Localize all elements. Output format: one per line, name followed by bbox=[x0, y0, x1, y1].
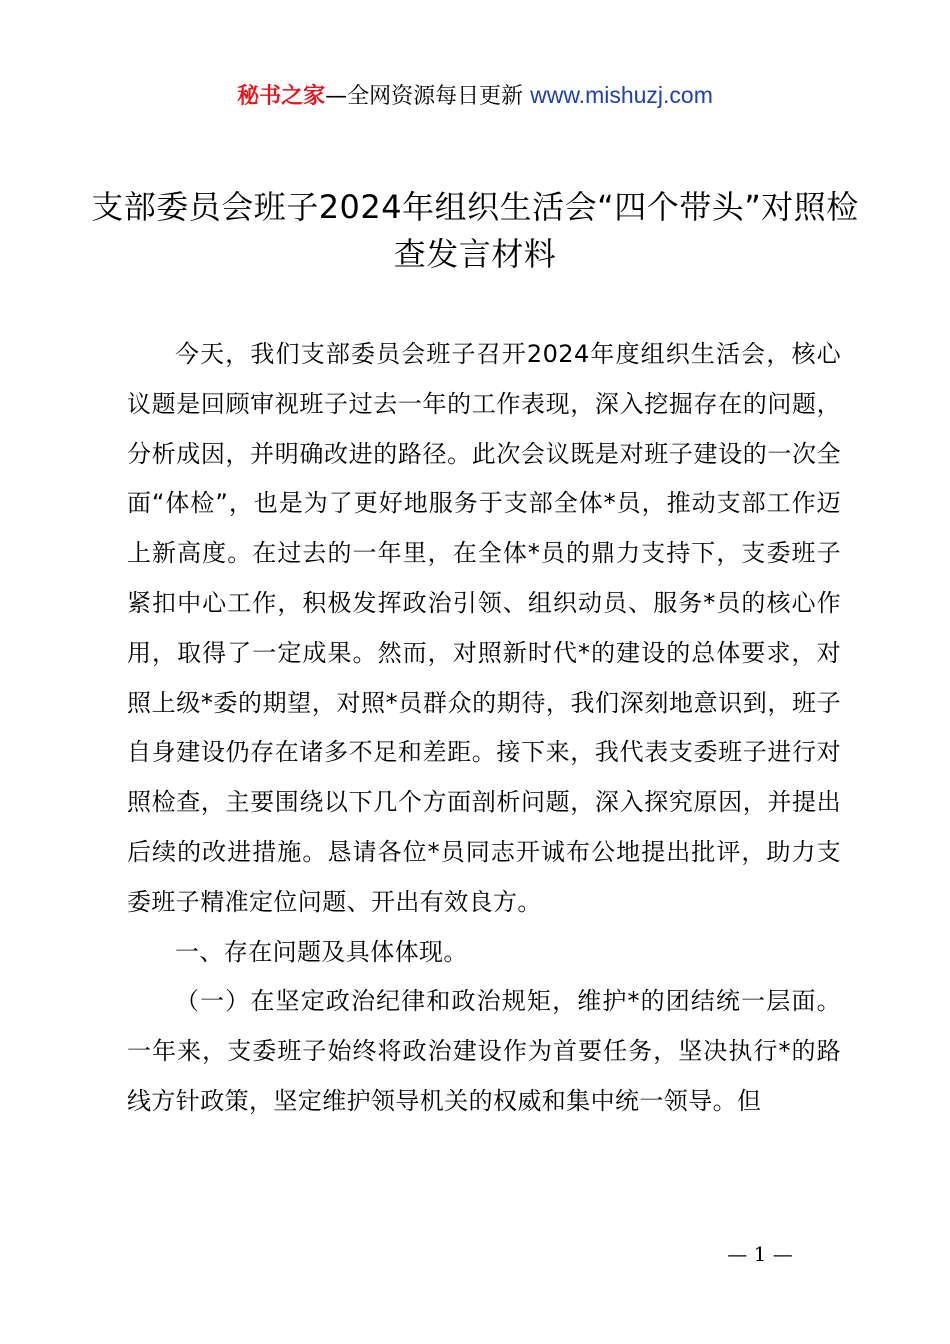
banner-tagline: —全网资源每日更新 bbox=[325, 84, 524, 109]
subsection-paragraph: （一）在坚定政治纪律和政治规矩，维护*的团结统一层面。一年来，支委班子始终将政治建设作为首要任务，坚决执行*的路线方针政策，坚定维护领导机关的权威和集中统一领导。但 bbox=[127, 987, 841, 1115]
document-title: 支部委员会班子2024年组织生活会“四个带头”对照检查发言材料 bbox=[91, 188, 859, 273]
site-banner bbox=[0, 80, 950, 112]
intro-paragraph: 今天，我们支部委员会班子召开2024年度组织生活会，核心议题是回顾审视班子过去一年的工作表现，深入挖掘存在的问题，分析成因，并明确改进的路径。此次会议既是对班子建设的一次全面“体检”，也是为了更好地服务于支部全体*员，推动支部工作迈上新高度。在过去的一年里，在全体*员的鼎力支持下，支委班子紧扣中心工作，积极发挥政治引领、组织动员、服务*员的核心作用，取得了一定成果。然而，对照新时代*的建设的总体要求，对照上级*委的期望，对照*员群众的期待，我们深刻地意识到，班子自身建设仍存在诸多不足和差距。接下来，我代表支委班子进行对照检查，主要围绕以下几个方面剖析问题，深入探究原因，并提出后续的改进措施。恳请各位*员同志开诚布公地提出批评，助力支委班子精准定位问题、开出有效良方。 bbox=[127, 340, 841, 916]
page-number: — 1 — bbox=[727, 1242, 793, 1266]
brand-name: 秘书之家 bbox=[237, 84, 326, 109]
document-body bbox=[127, 330, 841, 1127]
section-heading: 一、存在问题及具体体现。 bbox=[175, 937, 468, 966]
site-url-link[interactable]: www.mishuzj.com bbox=[530, 82, 713, 108]
